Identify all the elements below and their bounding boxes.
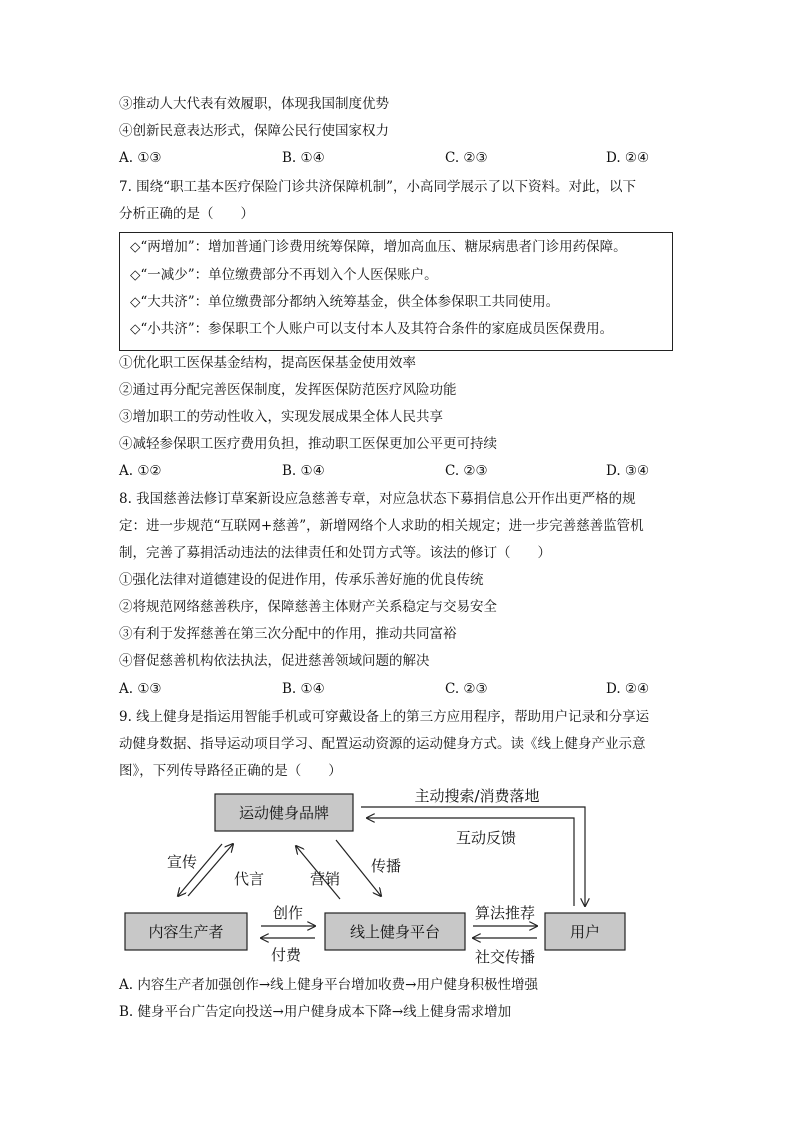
label-search: 主动搜索/消费落地 (414, 787, 540, 805)
platform-node (325, 913, 465, 950)
platform-label: 线上健身平台 (349, 923, 441, 941)
q8-item-1: ①强化法律对道德建设的促进作用，传承乐善好施的优良传统 (119, 572, 484, 588)
label-endorse: 代言 (233, 870, 265, 888)
q9-option-a[interactable]: A. 内容生产者加强创作→线上健身平台增加收费→用户健身积极性增强 (119, 977, 538, 993)
brand-label: 运动健身品牌 (238, 804, 330, 822)
q6-item-3: ③推动人大代表有效履职，体现我国制度优势 (119, 96, 389, 112)
q8-option-d[interactable]: D. ②④ (606, 681, 650, 697)
q8-item-2: ②将规范网络慈善秩序，保障慈善主体财产关系稳定与交易安全 (119, 599, 497, 615)
label-pay: 付费 (270, 946, 302, 964)
label-social: 社交传播 (474, 948, 536, 966)
q7-option-c[interactable]: C. ②③ (445, 463, 488, 479)
q9-stem-3: 图》，下列传导路径正确的是（ ） (119, 763, 342, 779)
q9-stem-1: 9. 线上健身是指运用智能手机或可穿戴设备上的第三方应用程序，帮助用户记录和分享运 (119, 709, 650, 725)
producer-node (125, 913, 247, 950)
q6-option-a[interactable]: A. ①③ (119, 150, 162, 166)
label-marketing: 营销 (309, 870, 341, 888)
q6-option-d[interactable]: D. ②④ (606, 150, 650, 166)
label-promote: 宣传 (166, 853, 198, 871)
q8-stem-3: 制，完善了募捐活动违法的法律责任和处罚方式等。该法的修订（ ） (119, 545, 551, 561)
q6-item-4: ④创新民意表达形式，保障公民行使国家权力 (119, 123, 389, 139)
q8-stem-2: 定：进一步规范“互联网+慈善”，新增网络个人求助的相关规定；进一步完善慈善监管机 (119, 518, 644, 534)
q7-option-a[interactable]: A. ①② (119, 463, 162, 479)
user-label: 用户 (569, 923, 601, 941)
q8-option-a[interactable]: A. ①③ (119, 681, 162, 697)
q7-item-4: ④减轻参保职工医疗费用负担，推动职工医保更加公平更可持续 (119, 436, 497, 452)
label-spread: 传播 (370, 857, 402, 875)
q8-option-b[interactable]: B. ①④ (282, 681, 325, 697)
q7-option-d[interactable]: D. ③④ (606, 463, 650, 479)
q6-option-c[interactable]: C. ②③ (445, 150, 488, 166)
q9-stem-2: 动健身数据、指导运动项目学习、配置运动资源的运动健身方式。读《线上健身产业示意 (119, 736, 646, 752)
q7-item-3: ③增加职工的劳动性收入，实现发展成果全体人民共享 (119, 409, 443, 425)
brand-node (215, 794, 353, 831)
q7-item-2: ②通过再分配完善医保制度，发挥医保防范医疗风险功能 (119, 382, 457, 398)
q7-box-line-3: ◇“大共济”：单位缴费部分都纳入统筹基金，供全体参保职工共同使用。 (130, 294, 560, 310)
q7-option-b[interactable]: B. ①④ (282, 463, 325, 479)
user-node (545, 913, 625, 950)
label-create: 创作 (272, 904, 304, 922)
q8-option-c[interactable]: C. ②③ (445, 681, 488, 697)
q7-stem-2: 分析正确的是（ ） (119, 206, 254, 222)
q8-stem-1: 8. 我国慈善法修订草案新设应急慈善专章，对应急状态下募捐信息公开作出更严格的规 (119, 491, 636, 507)
producer-label: 内容生产者 (148, 923, 224, 941)
q7-box-line-1: ◇“两增加”：增加普通门诊费用统筹保障，增加高血压、糖尿病患者门诊用药保障。 (130, 239, 627, 255)
q7-box-line-2: ◇“一减少”：单位缴费部分不再划入个人医保账户。 (130, 267, 438, 283)
q8-item-4: ④督促慈善机构依法执法，促进慈善领域问题的解决 (119, 653, 430, 669)
label-feedback: 互动反馈 (455, 829, 517, 847)
q7-item-1: ①优化职工医保基金结构，提高医保基金使用效率 (119, 355, 416, 371)
q7-stem-1: 7. 围绕“职工基本医疗保险门诊共济保障机制”，小高同学展示了以下资料。对此，以下 (119, 179, 636, 195)
label-algo: 算法推荐 (474, 904, 536, 922)
q6-option-b[interactable]: B. ①④ (282, 150, 325, 166)
q8-item-3: ③有利于发挥慈善在第三次分配中的作用，推动共同富裕 (119, 626, 457, 642)
q9-option-b[interactable]: B. 健身平台广告定向投送→用户健身成本下降→线上健身需求增加 (119, 1004, 512, 1020)
q7-box-line-4: ◇“小共济”：参保职工个人账户可以支付本人及其符合条件的家庭成员医保费用。 (130, 321, 614, 337)
